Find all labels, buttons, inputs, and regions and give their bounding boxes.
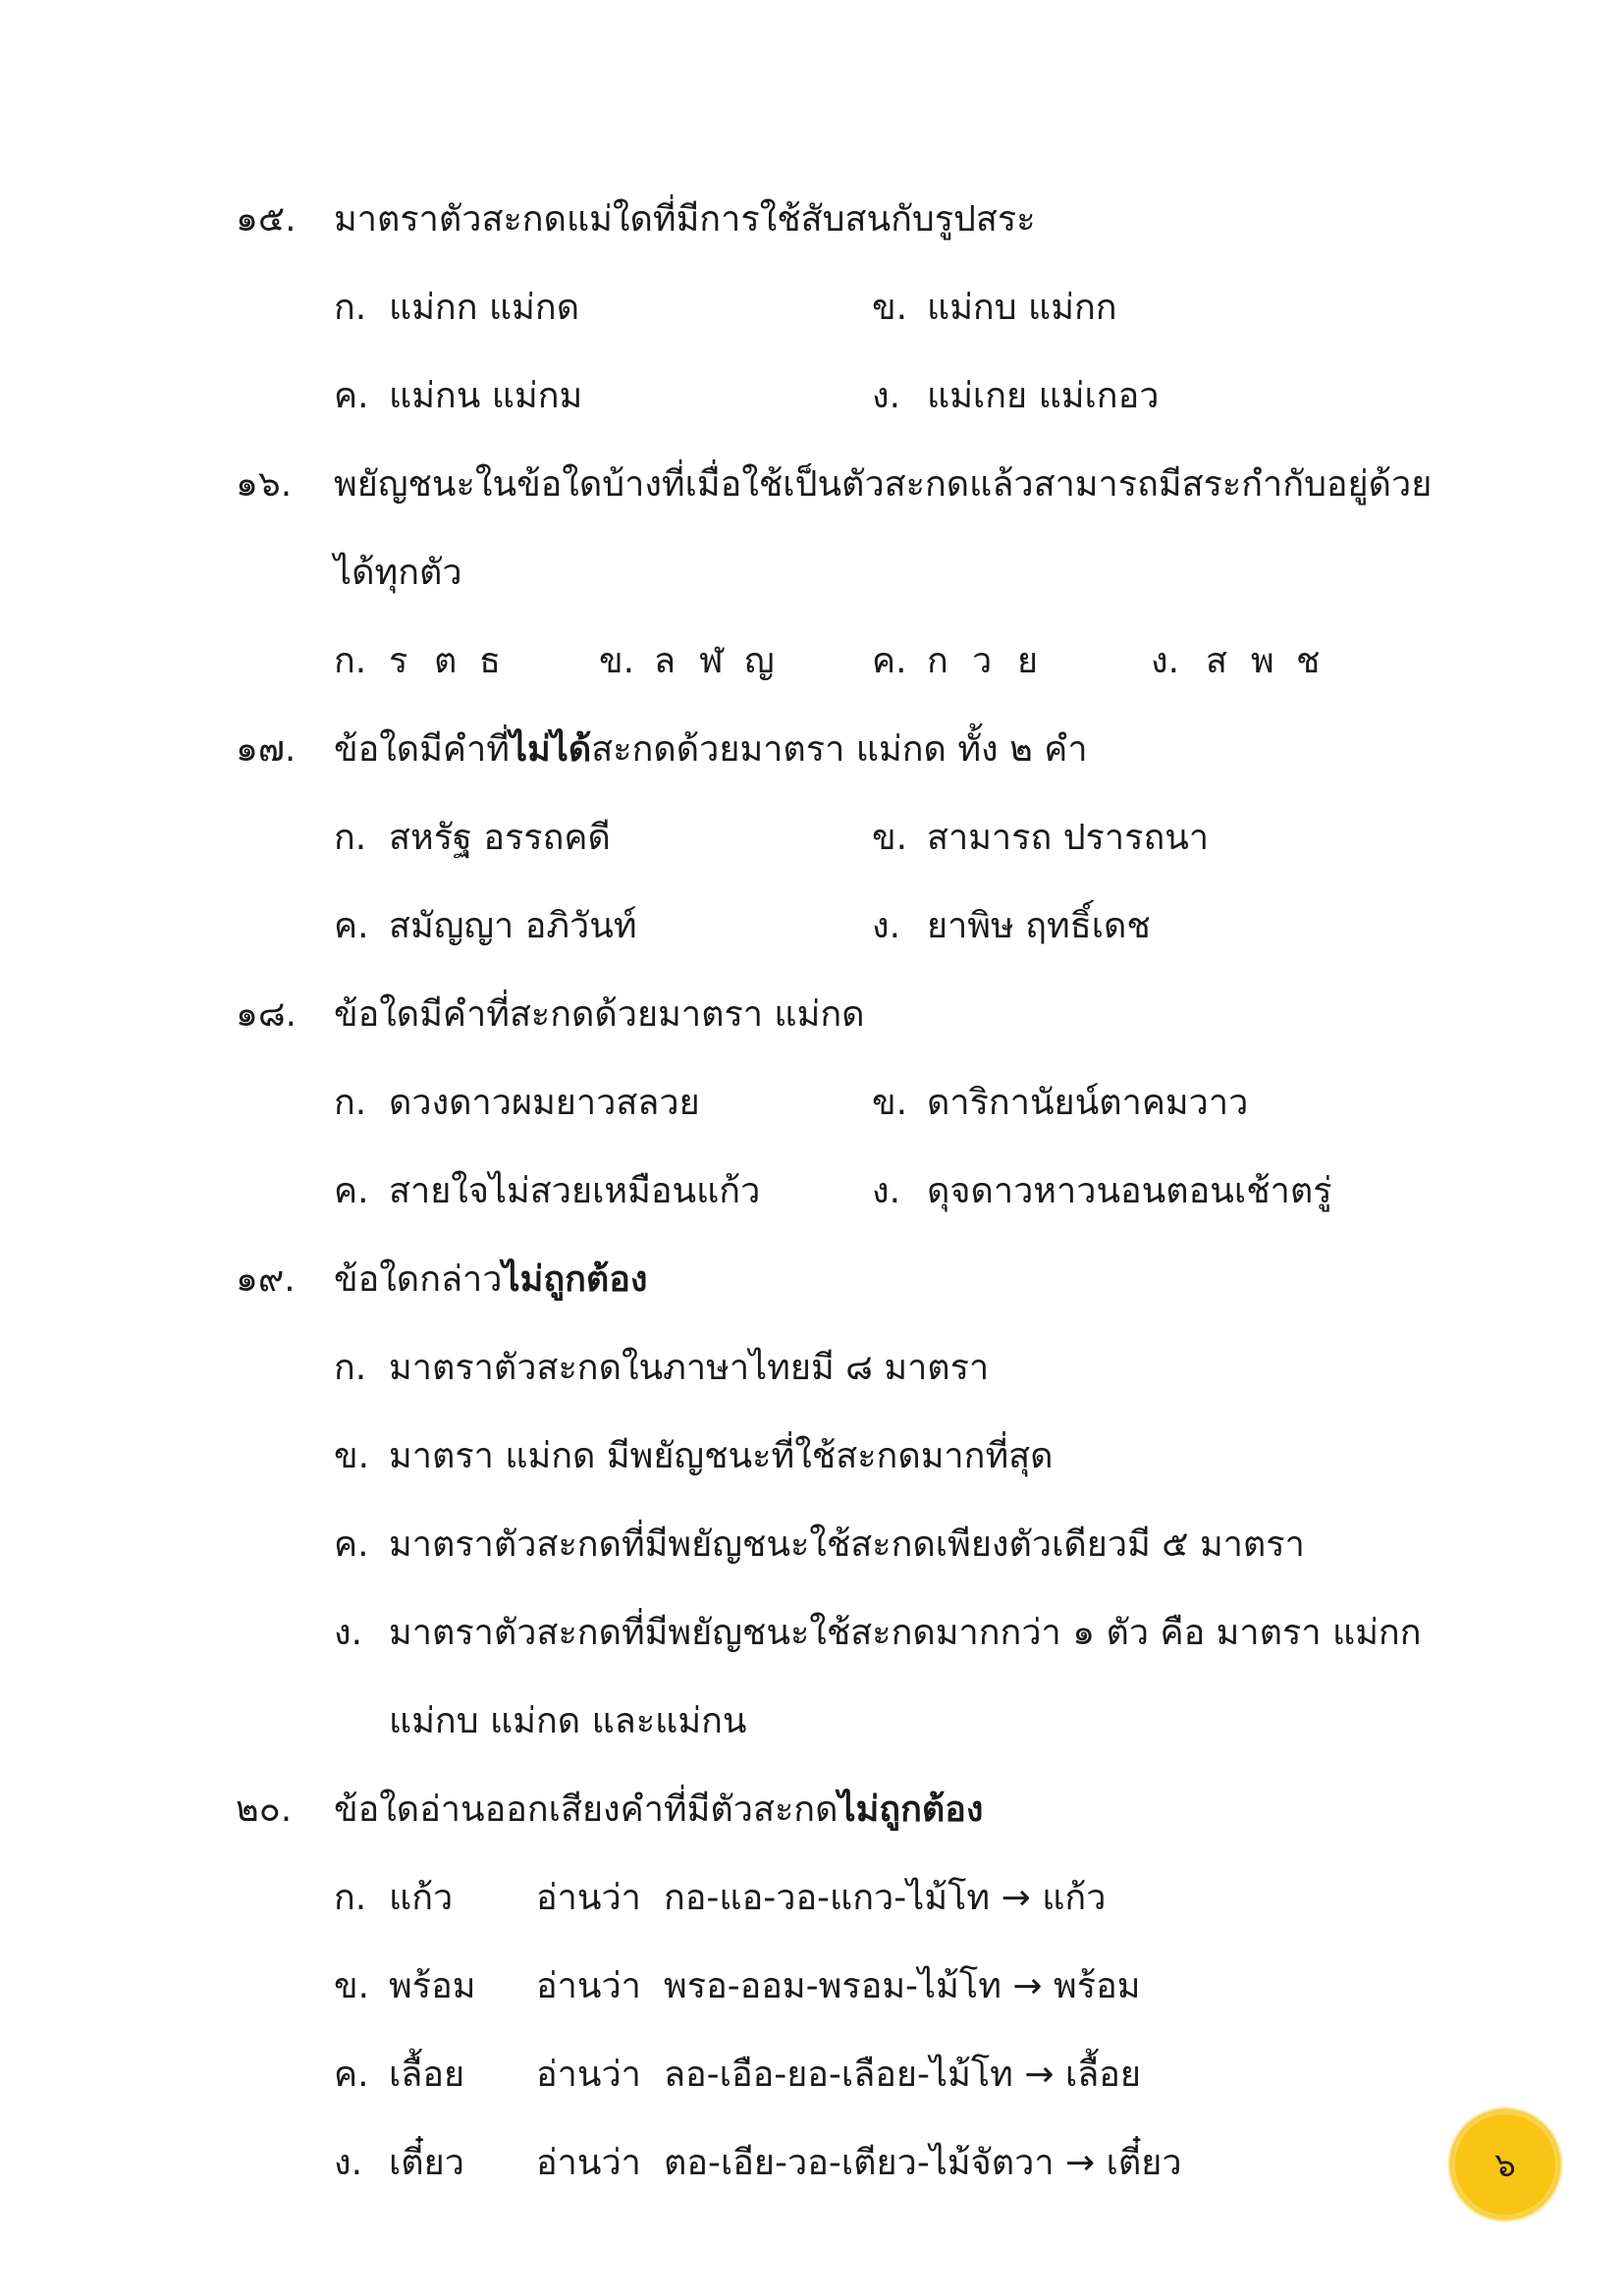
option [1151,638,1341,685]
option-word: แก้ว [389,1878,454,1918]
reads-as-label: อ่านว่า [536,2143,641,2183]
option-letter: พ [1251,641,1274,681]
option-label: ง. [872,376,901,416]
option [872,373,1159,420]
option-text-continued: แม่กบ แม่กด และแม่กน [389,1701,747,1741]
option [334,1875,1106,1922]
option [334,373,582,420]
option-label: ค. [334,1171,369,1211]
option-text: สมัญญา อภิวันท์ [389,906,637,946]
question-emphasis: ไม่ถูกต้อง [502,1259,648,1300]
option-label: ค. [872,641,907,681]
option-label: ข. [872,818,908,858]
reads-as-label: อ่านว่า [536,2055,641,2095]
option [599,638,789,685]
option [872,903,1151,950]
question-text [334,726,1088,774]
option-word: พร้อม [389,1966,476,2006]
option [334,2052,1141,2099]
option-text: ดวงดาวผมยาวสลวย [389,1083,700,1123]
option [334,1168,760,1215]
option-label: ข. [872,1083,908,1123]
option [334,1080,700,1127]
option-letter: ว [972,641,993,681]
option [872,1168,1332,1215]
option-label: ก. [334,1348,367,1388]
option-letter: ต [434,641,458,681]
option-letter: ญ [744,641,775,681]
option-text: แม่กน แม่กม [389,376,583,416]
question-text-part: สะกดด้วยมาตรา แม่กด ทั้ง ๒ คำ [591,729,1088,770]
question-text-part: ข้อใดมีคำที่ [334,729,510,770]
question-text-part: ข้อใดกล่าว [334,1259,503,1300]
option [334,2140,1182,2187]
option [872,815,1209,862]
question-emphasis: ไม่ถูกต้อง [838,1789,984,1830]
option-label: ค. [334,1524,369,1565]
question-number: ๑๖. [236,464,293,505]
option-label: ง. [334,2143,363,2183]
option-spelling: กอ-แอ-วอ-แกว-ไม้โท → แก้ว [664,1878,1107,1918]
option-spelling: ตอ-เอีย-วอ-เตียว-ไม้จัตวา → เตี๋ยว [664,2143,1182,2183]
option-label: ค. [334,376,369,416]
option-letter: ฬ [699,641,724,681]
question-text: ข้อใดมีคำที่สะกดด้วยมาตรา แม่กด [334,994,865,1035]
option-text: ยาพิษ ฤทธิ์เดช [927,906,1151,946]
option-spelling: ลอ-เอือ-ยอ-เลือย-ไม้โท → เลื้อย [664,2055,1142,2095]
question-number: ๑๕. [236,199,297,240]
question-text [334,1787,983,1834]
option [872,285,1117,332]
option-letter: ช [1296,641,1321,681]
option [334,638,524,685]
option [334,1610,1422,1657]
reads-as-label: อ่านว่า [536,1878,641,1918]
option [334,903,637,950]
option-spelling: พรอ-ออม-พรอม-ไม้โท → พร้อม [664,1966,1141,2006]
option-label: ข. [872,288,908,328]
option-text: มาตราตัวสะกดในภาษาไทยมี ๘ มาตรา [389,1348,990,1388]
reads-as-label: อ่านว่า [536,1966,641,2006]
option-label: ข. [599,641,635,681]
option-label: ง. [1151,641,1180,681]
option-text: สายใจไม่สวยเหมือนแก้ว [389,1171,761,1211]
option-text: สามารถ ปรารถนา [927,818,1210,858]
question-number: ๑๙. [236,1259,296,1300]
option-text: มาตราตัวสะกดที่มีพยัญชนะใช้สะกดมากกว่า ๑ ตัว คือ มาตรา แม่กก [389,1613,1422,1653]
question-emphasis: ไม่ได้ [509,729,592,770]
question-text: พยัญชนะในข้อใดบ้างที่เมื่อใช้เป็นตัวสะกดแล้วสามารถมีสระกำกับอยู่ด้วย [334,464,1433,505]
option [334,1345,989,1392]
page-number: ๖ [1494,2146,1516,2185]
option [334,1433,1054,1480]
option-text: ดาริกานัยน์ตาคมวาว [927,1083,1249,1123]
option-text: มาตรา แม่กด มีพยัญชนะที่ใช้สะกดมากที่สุด [389,1436,1054,1476]
option-label: ง. [334,1613,363,1653]
question-text [334,1256,648,1304]
option [872,638,1062,685]
option-label: ค. [334,2055,369,2095]
option [872,1080,1248,1127]
option-label: ข. [334,1436,370,1476]
option-text: แม่กก แม่กด [389,288,580,328]
page-number-badge [1451,2110,1559,2218]
option-label: ก. [334,1083,367,1123]
option-label: ง. [872,906,901,946]
option [334,1522,1305,1569]
question-number: ๒๐. [236,1789,293,1830]
option-label: ก. [334,641,367,681]
option-letter: ธ [479,641,501,681]
option-label: ก. [334,1878,367,1918]
option-label: ก. [334,818,367,858]
option-letter: ส [1206,641,1227,681]
option-label: ก. [334,288,367,328]
option-letter: ย [1017,641,1039,681]
option-letter: ร [389,641,408,681]
option-text: แม่เกย แม่เกอว [927,376,1160,416]
option-label: ค. [334,906,369,946]
option-text: มาตราตัวสะกดที่มีพยัญชนะใช้สะกดเพียงตัวเดียวมี ๕ มาตรา [389,1524,1305,1565]
option-letter: ล [654,641,677,681]
option [334,1963,1140,2010]
question-number: ๑๘. [236,994,298,1035]
question-text-part: ข้อใดอ่านออกเสียงคำที่มีตัวสะกด [334,1789,839,1830]
option [334,815,611,862]
option-text: แม่กบ แม่กก [927,288,1117,328]
option-word: เลื้อย [389,2055,465,2095]
option-text: สหรัฐ อรรถคดี [389,818,611,858]
option [334,285,579,332]
question-text-continued: ได้ทุกตัว [334,553,462,593]
option-label: ง. [872,1171,901,1211]
question-number: ๑๗. [236,729,297,770]
question-text: มาตราตัวสะกดแม่ใดที่มีการใช้สับสนกับรูปสระ [334,199,1036,240]
option-letter: ก [927,641,948,681]
option-label: ข. [334,1966,370,2006]
option-text: ดุจดาวหาวนอนตอนเช้าตรู่ [927,1171,1332,1211]
option-word: เตี๋ยว [389,2143,464,2183]
